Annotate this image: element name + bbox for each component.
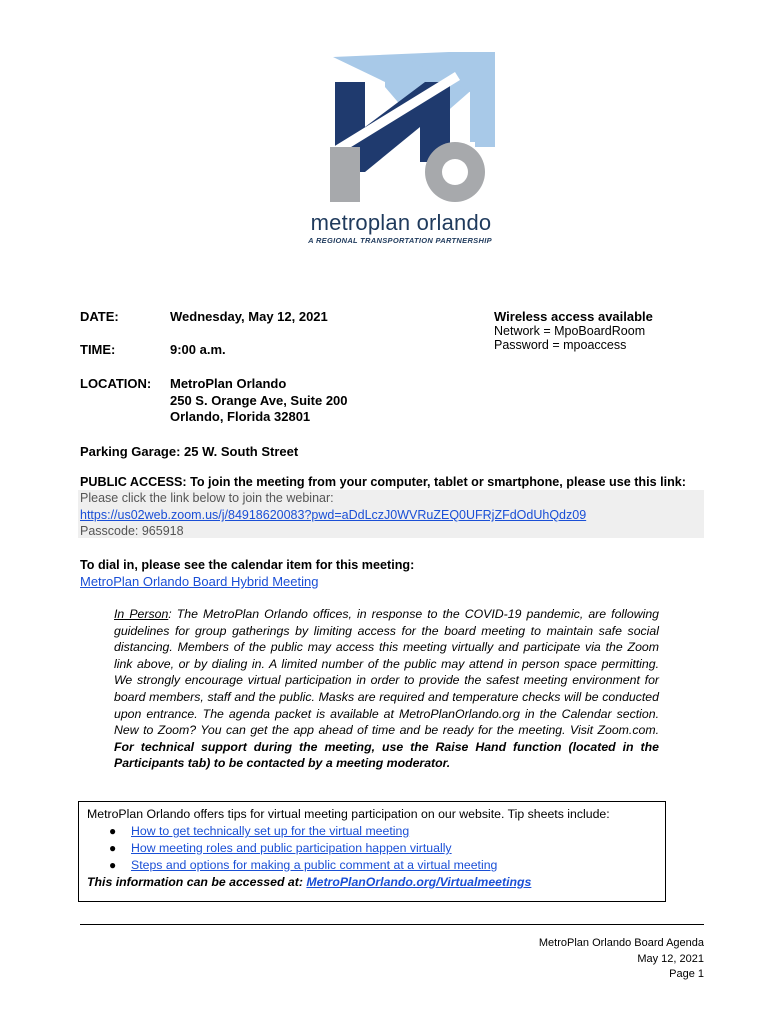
bullet-icon: ● <box>109 841 117 855</box>
date-label: DATE: <box>80 309 119 324</box>
passcode: Passcode: 965918 <box>80 524 184 538</box>
virtual-meetings-link[interactable]: MetroPlanOrlando.org/Virtualmeetings <box>306 875 532 889</box>
logo-mark-icon <box>305 52 505 212</box>
bullet-icon: ● <box>109 824 117 838</box>
location-line: 250 S. Orange Ave, Suite 200 <box>170 392 348 408</box>
location-address <box>170 376 348 426</box>
tips-list <box>109 823 497 874</box>
wireless-password: Password = mpoaccess <box>494 338 627 352</box>
calendar-meeting-link[interactable]: MetroPlan Orlando Board Hybrid Meeting <box>80 574 319 589</box>
brand-name: metroplan orlando <box>310 210 492 235</box>
in-person-label: In Person <box>114 607 169 621</box>
wireless-title: Wireless access available <box>494 309 653 324</box>
list-item <box>109 823 497 840</box>
footer-divider <box>80 924 704 925</box>
tips-intro: MetroPlan Orlando offers tips for virtual meeting participation on our website. Tip sheets include: <box>87 807 610 821</box>
footer-page-number: Page 1 <box>669 968 704 980</box>
tip-link-roles[interactable]: How meeting roles and public participation happen virtually <box>131 841 452 855</box>
footer-date: May 12, 2021 <box>637 952 704 965</box>
date-value: Wednesday, May 12, 2021 <box>170 309 328 324</box>
location-label: LOCATION: <box>80 376 152 391</box>
public-access-heading: PUBLIC ACCESS: To join the meeting from your computer, tablet or smartphone, please use this link: <box>80 475 686 489</box>
tips-access-prefix: This information can be accessed at: <box>87 875 307 889</box>
dial-in-heading: To dial in, please see the calendar item for this meeting: <box>80 558 415 572</box>
wireless-info <box>494 309 653 352</box>
brand-tagline: A REGIONAL TRANSPORTATION PARTNERSHIP <box>308 236 492 245</box>
webinar-instruction: Please click the link below to join the webinar: <box>80 491 334 505</box>
in-person-paragraph <box>114 606 659 772</box>
time-value: 9:00 a.m. <box>170 342 226 357</box>
tips-access <box>87 875 531 889</box>
location-line: MetroPlan Orlando <box>170 376 287 391</box>
tip-link-setup[interactable]: How to get technically set up for the virtual meeting <box>131 824 410 838</box>
list-item <box>109 857 497 874</box>
bullet-icon: ● <box>109 858 117 872</box>
tip-link-public-comment[interactable]: Steps and options for making a public comment at a virtual meeting <box>131 858 498 872</box>
zoom-link[interactable]: https://us02web.zoom.us/j/84918620083?pwd=aDdLczJ0WVRuZEQ0UFRjZFdOdUhQdz09 <box>80 508 587 522</box>
parking-info: Parking Garage: 25 W. South Street <box>80 444 299 459</box>
location-line: Orlando, Florida 32801 <box>170 409 311 424</box>
time-label: TIME: <box>80 342 116 357</box>
technical-support-note: For technical support during the meeting, use the Raise Hand function (located in the Participants tab) to be contacted by a meeting moderator. <box>114 739 659 771</box>
in-person-text: : The MetroPlan Orlando offices, in response to the COVID-19 pandemic, are following guidelines for group gatherings by limiting access for the board meeting to maintain safe social distancing. Members of the public may access this meeting virtually and participate via the Zoom link above, or by dialing in. A limited number of the public may attend in person space permitting. We strongly encourage virtual participation in order to provide the safest meeting environment for board members, staff and the public. Masks are required and temperature checks will be conducted upon entrance. The agenda packet is available at MetroPlanOrlando.org in the Calendar section. New to Zoom? You can get the app ahead of time and be ready for the meeting. Visit Zoom.com. <box>114 607 660 738</box>
virtual-tips-box <box>78 801 666 902</box>
footer-agenda-title: MetroPlan Orlando Board Agenda <box>538 937 704 949</box>
wireless-network: Network = MpoBoardRoom <box>494 324 646 338</box>
page-footer <box>539 936 704 983</box>
list-item <box>109 840 497 857</box>
